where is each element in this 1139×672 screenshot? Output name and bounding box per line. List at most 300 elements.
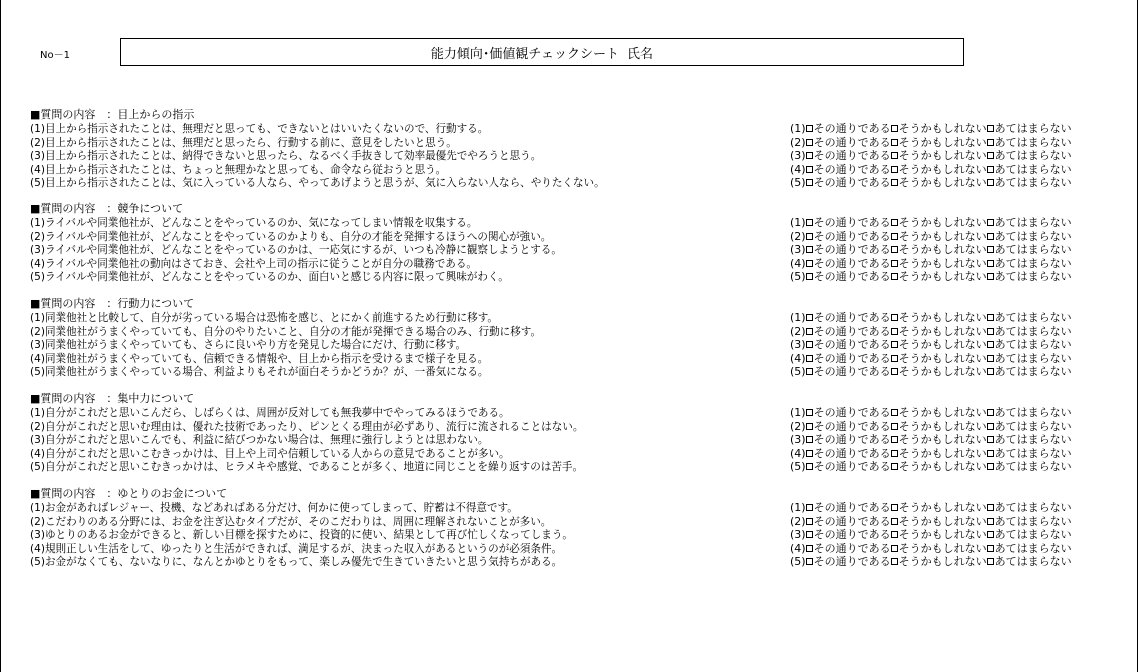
question-number: (4) <box>30 256 45 270</box>
checkbox-icon[interactable] <box>806 409 813 416</box>
question-text <box>30 460 583 474</box>
answer-option[interactable] <box>806 365 891 379</box>
answer-option[interactable] <box>806 528 891 542</box>
checkbox-icon[interactable] <box>806 260 813 267</box>
question-number: (1) <box>30 311 45 324</box>
answer-option[interactable] <box>891 325 987 339</box>
checkbox-icon[interactable] <box>891 125 898 132</box>
option-label: あてはまらない <box>994 256 1072 270</box>
question-section <box>30 202 1120 284</box>
checkbox-icon[interactable] <box>987 152 994 159</box>
answer-option[interactable] <box>806 352 891 366</box>
answer-option[interactable] <box>987 447 1072 461</box>
question-row <box>30 270 1120 284</box>
checkbox-icon[interactable] <box>987 233 994 240</box>
question-number: (5) <box>30 270 45 283</box>
checkbox-icon[interactable] <box>806 545 813 552</box>
option-label: そうかもしれない <box>898 351 987 365</box>
answer-option[interactable] <box>987 406 1072 420</box>
answer-option[interactable] <box>987 163 1072 177</box>
checkbox-icon[interactable] <box>987 179 994 186</box>
checkbox-icon[interactable] <box>806 179 813 186</box>
question-body: 自分がこれだと思いこむきっかけは、ヒラメキや感覚、であることが多く、地道に同じことを繰り返すのは苦手。 <box>44 460 584 473</box>
option-label: その通りである <box>813 433 891 446</box>
answer-option[interactable] <box>806 555 891 569</box>
checkbox-icon[interactable] <box>806 355 813 362</box>
checkbox-icon[interactable] <box>891 545 898 552</box>
option-label: あてはまらない <box>994 162 1072 176</box>
answer-option[interactable] <box>806 176 891 190</box>
checkbox-icon[interactable] <box>987 518 994 525</box>
checkbox-icon[interactable] <box>806 219 813 226</box>
answer-option[interactable] <box>987 311 1072 325</box>
checkbox-icon[interactable] <box>806 314 813 321</box>
option-label: そうかもしれない <box>898 243 987 256</box>
checkbox-icon[interactable] <box>891 518 898 525</box>
answer-option[interactable] <box>987 325 1072 339</box>
answer-number: (2) <box>790 419 806 433</box>
answer-options <box>790 542 1072 556</box>
answer-option[interactable] <box>806 149 891 163</box>
question-number: (5) <box>30 365 45 378</box>
sheet-title: 能力傾向･価値観チェックシート <box>430 46 620 62</box>
option-label: あてはまらない <box>994 243 1072 256</box>
checkbox-icon[interactable] <box>891 423 898 430</box>
checkbox-icon[interactable] <box>891 233 898 240</box>
answer-option[interactable] <box>891 163 987 177</box>
checkbox-icon[interactable] <box>987 219 994 226</box>
checkbox-icon[interactable] <box>806 368 813 375</box>
option-label: そうかもしれない <box>898 433 987 446</box>
checkbox-icon[interactable] <box>987 139 994 146</box>
answer-option[interactable] <box>987 176 1072 190</box>
checkbox-icon[interactable] <box>806 558 813 565</box>
answer-option[interactable] <box>987 122 1072 136</box>
option-label: あてはまらない <box>994 446 1072 460</box>
checkbox-icon[interactable] <box>806 139 813 146</box>
answer-option[interactable] <box>891 365 987 379</box>
answer-options <box>790 270 1072 284</box>
checkbox-icon[interactable] <box>891 273 898 280</box>
question-text <box>30 555 562 569</box>
option-label: そうかもしれない <box>898 406 987 419</box>
checkbox-icon[interactable] <box>987 314 994 321</box>
answer-option[interactable] <box>891 216 987 230</box>
answer-options <box>790 433 1072 447</box>
answer-option[interactable] <box>987 338 1072 352</box>
answer-option[interactable] <box>891 528 987 542</box>
option-label: あてはまらない <box>994 433 1072 446</box>
question-body: ライバルや同業他社が、どんなことをやっているのか、面白いと感じる内容に限って興味がわく。 <box>44 270 509 283</box>
option-label: そうかもしれない <box>898 135 987 149</box>
question-number: (3) <box>30 243 45 256</box>
answer-option[interactable] <box>806 325 891 339</box>
checkbox-icon[interactable] <box>987 341 994 348</box>
answer-option[interactable] <box>891 433 987 447</box>
checkbox-icon[interactable] <box>806 450 813 457</box>
answer-number: (4) <box>790 162 806 176</box>
answer-option[interactable] <box>891 136 987 150</box>
option-label: あてはまらない <box>994 216 1072 229</box>
checkbox-icon[interactable] <box>987 436 994 443</box>
answer-option[interactable] <box>891 257 987 271</box>
option-label: その通りである <box>813 338 891 351</box>
answer-option[interactable] <box>806 122 891 136</box>
checkbox-icon[interactable] <box>987 328 994 335</box>
option-label: その通りである <box>813 541 891 555</box>
checkbox-icon[interactable] <box>806 518 813 525</box>
answer-option[interactable] <box>891 338 987 352</box>
checkbox-icon[interactable] <box>806 328 813 335</box>
checkbox-icon[interactable] <box>987 463 994 470</box>
question-number: (2) <box>30 324 45 338</box>
option-label: そうかもしれない <box>898 514 987 528</box>
answer-options <box>790 230 1072 244</box>
checkbox-icon[interactable] <box>891 355 898 362</box>
question-text <box>30 257 477 271</box>
question-number: (3) <box>30 149 45 162</box>
question-body: 自分がこれだと思いこんでも、利益に結びつかない場合は、無理に強行しようとは思わない。 <box>44 433 489 446</box>
question-row <box>30 515 1120 529</box>
checkbox-icon[interactable] <box>806 246 813 253</box>
option-label: あてはまらない <box>994 406 1072 419</box>
answer-option[interactable] <box>891 447 987 461</box>
checkbox-icon[interactable] <box>806 125 813 132</box>
answer-options <box>790 528 1072 542</box>
answer-option[interactable] <box>987 433 1072 447</box>
checkbox-icon[interactable] <box>806 273 813 280</box>
answer-option[interactable] <box>987 216 1072 230</box>
question-row <box>30 149 1120 163</box>
answer-option[interactable] <box>806 270 891 284</box>
answer-options <box>790 243 1072 257</box>
question-text <box>30 163 446 177</box>
answer-option[interactable] <box>806 338 891 352</box>
option-label: そうかもしれない <box>898 176 987 189</box>
answer-option[interactable] <box>987 365 1072 379</box>
answer-option[interactable] <box>806 136 891 150</box>
checkbox-icon[interactable] <box>891 328 898 335</box>
answer-option[interactable] <box>987 542 1072 556</box>
question-text <box>30 433 488 447</box>
option-label: そうかもしれない <box>898 446 987 460</box>
question-row <box>30 176 1120 190</box>
answer-number: (5) <box>790 270 806 283</box>
checkbox-icon[interactable] <box>987 125 994 132</box>
question-text <box>30 311 498 325</box>
question-body: お金があればレジャー、投機、などあればある分だけ、何かに使ってしまって、貯蓄は不得意です。 <box>44 501 518 514</box>
answer-number: (3) <box>790 338 806 351</box>
question-body: ライバルや同業他社が、どんなことをやっているのかは、一応気にするが、いつも冷静に観察しようとする。 <box>44 243 562 256</box>
question-row <box>30 216 1120 230</box>
question-number: (5) <box>30 176 45 189</box>
checkbox-icon[interactable] <box>891 179 898 186</box>
option-label: あてはまらない <box>994 135 1072 149</box>
question-number: (1) <box>30 501 45 514</box>
checkbox-icon[interactable] <box>987 409 994 416</box>
question-text <box>30 447 510 461</box>
option-label: あてはまらない <box>994 324 1072 338</box>
answer-option[interactable] <box>987 136 1072 150</box>
answer-option[interactable] <box>891 122 987 136</box>
question-text <box>30 406 510 420</box>
option-label: そうかもしれない <box>898 460 987 473</box>
checkbox-icon[interactable] <box>987 355 994 362</box>
answer-option[interactable] <box>987 257 1072 271</box>
question-row <box>30 460 1120 474</box>
checkbox-icon[interactable] <box>891 166 898 173</box>
checkbox-icon[interactable] <box>806 341 813 348</box>
answer-option[interactable] <box>891 406 987 420</box>
answer-option[interactable] <box>987 501 1072 515</box>
answer-option[interactable] <box>891 420 987 434</box>
question-row <box>30 122 1120 136</box>
answer-option[interactable] <box>891 352 987 366</box>
option-label: その通りである <box>813 324 891 338</box>
answer-option[interactable] <box>891 243 987 257</box>
checkbox-icon[interactable] <box>987 450 994 457</box>
answer-option[interactable] <box>806 406 891 420</box>
answer-option[interactable] <box>987 460 1072 474</box>
question-number: (4) <box>30 446 45 460</box>
question-text <box>30 230 551 244</box>
answer-option[interactable] <box>987 270 1072 284</box>
answer-number: (1) <box>790 122 806 135</box>
question-text <box>30 352 488 366</box>
answer-number: (2) <box>790 229 806 243</box>
checkbox-icon[interactable] <box>806 166 813 173</box>
answer-options <box>790 338 1072 352</box>
question-number: (2) <box>30 419 45 433</box>
question-text <box>30 528 573 542</box>
answer-options <box>790 420 1072 434</box>
question-number: (5) <box>30 460 45 473</box>
answer-option[interactable] <box>806 230 891 244</box>
checkbox-icon[interactable] <box>891 152 898 159</box>
option-label: その通りである <box>813 555 891 568</box>
question-body: 目上から指示されたことは、無理だと思っても、できないとはいいたくないので、行動する。 <box>44 122 489 135</box>
checkbox-icon[interactable] <box>891 246 898 253</box>
question-row <box>30 365 1120 379</box>
checkbox-icon[interactable] <box>806 233 813 240</box>
answer-option[interactable] <box>987 149 1072 163</box>
option-label: その通りである <box>813 406 891 419</box>
answer-option[interactable] <box>806 501 891 515</box>
question-body: 同業他社がうまくやっていても、信頼できる情報や、目上から指示を受けるまで様子を見る。 <box>44 351 489 365</box>
checkbox-icon[interactable] <box>987 558 994 565</box>
checkbox-icon[interactable] <box>891 531 898 538</box>
answer-option[interactable] <box>806 311 891 325</box>
answer-number: (1) <box>790 501 806 514</box>
checkbox-icon[interactable] <box>806 531 813 538</box>
page-border-right <box>1137 0 1138 672</box>
question-section <box>30 487 1120 569</box>
question-row <box>30 501 1120 515</box>
checkbox-icon[interactable] <box>891 450 898 457</box>
answer-option[interactable] <box>891 542 987 556</box>
answer-option[interactable] <box>806 257 891 271</box>
answer-option[interactable] <box>987 243 1072 257</box>
answer-option[interactable] <box>891 555 987 569</box>
name-label: 氏名 <box>627 46 654 62</box>
question-number: (3) <box>30 433 45 446</box>
option-label: その通りである <box>813 460 891 473</box>
question-row <box>30 230 1120 244</box>
question-row <box>30 447 1120 461</box>
answer-option[interactable] <box>806 420 891 434</box>
answer-option[interactable] <box>891 515 987 529</box>
option-label: そうかもしれない <box>898 528 987 541</box>
question-row <box>30 257 1120 271</box>
option-label: あてはまらない <box>994 528 1072 541</box>
answer-options <box>790 325 1072 339</box>
question-text <box>30 216 477 230</box>
question-text <box>30 243 562 257</box>
answer-option[interactable] <box>987 352 1072 366</box>
answer-option[interactable] <box>806 163 891 177</box>
checkbox-icon[interactable] <box>891 341 898 348</box>
option-label: そうかもしれない <box>898 311 987 324</box>
option-label: あてはまらない <box>994 351 1072 365</box>
question-row <box>30 555 1120 569</box>
question-body: お金がなくても、ないなりに、なんとかゆとりをもって、楽しみ優先で生きていきたいと思う気持ちがある。 <box>44 555 563 568</box>
question-number: (3) <box>30 528 45 541</box>
question-row <box>30 136 1120 150</box>
section-heading: ■質問の内容 ：競争について <box>30 202 184 215</box>
question-text <box>30 501 518 515</box>
option-label: その通りである <box>813 419 891 433</box>
option-label: その通りである <box>813 501 891 514</box>
option-label: あてはまらない <box>994 419 1072 433</box>
question-body: 目上から指示されたことは、ちょっと無理かなと思っても、命令なら従おうと思う。 <box>44 162 447 176</box>
option-label: その通りである <box>813 135 891 149</box>
checkbox-icon[interactable] <box>987 260 994 267</box>
question-text <box>30 365 488 379</box>
option-label: その通りである <box>813 446 891 460</box>
checkbox-icon[interactable] <box>987 504 994 511</box>
checkbox-icon[interactable] <box>987 368 994 375</box>
option-label: その通りである <box>813 176 891 189</box>
answer-option[interactable] <box>806 542 891 556</box>
answer-option[interactable] <box>891 311 987 325</box>
checkbox-icon[interactable] <box>987 246 994 253</box>
answer-option[interactable] <box>891 230 987 244</box>
answer-option[interactable] <box>806 243 891 257</box>
question-body: こだわりのある分野には、お金を注ぎ込むタイプだが、そのこだわりは、周囲に理解されないことが多い。 <box>44 514 552 528</box>
option-label: その通りである <box>813 256 891 270</box>
answer-option[interactable] <box>987 420 1072 434</box>
checkbox-icon[interactable] <box>806 423 813 430</box>
answer-number: (3) <box>790 433 806 446</box>
checkbox-icon[interactable] <box>806 436 813 443</box>
option-label: あてはまらない <box>994 149 1072 162</box>
answer-option[interactable] <box>987 230 1072 244</box>
checkbox-icon[interactable] <box>891 139 898 146</box>
answer-options <box>790 216 1072 230</box>
answer-options <box>790 406 1072 420</box>
section-heading: ■質問の内容 ：ゆとりのお金について <box>30 487 228 500</box>
question-section <box>30 392 1120 474</box>
question-number: (4) <box>30 162 45 176</box>
question-number: (1) <box>30 122 45 135</box>
option-label: その通りである <box>813 149 891 162</box>
checkbox-icon[interactable] <box>987 531 994 538</box>
question-number: (5) <box>30 555 45 568</box>
checkbox-icon[interactable] <box>891 314 898 321</box>
answer-option[interactable] <box>891 270 987 284</box>
checkbox-icon[interactable] <box>891 219 898 226</box>
answer-options <box>790 122 1072 136</box>
option-label: そうかもしれない <box>898 324 987 338</box>
option-label: あてはまらない <box>994 338 1072 351</box>
checkbox-icon[interactable] <box>891 558 898 565</box>
question-body: ライバルや同業他社が、どんなことをやっているのか、気になってしまい情報を収集する。 <box>44 216 478 229</box>
checkbox-icon[interactable] <box>987 273 994 280</box>
option-label: そうかもしれない <box>898 365 987 378</box>
answer-option[interactable] <box>891 149 987 163</box>
checkbox-icon[interactable] <box>987 166 994 173</box>
checkbox-icon[interactable] <box>806 504 813 511</box>
checkbox-icon[interactable] <box>891 368 898 375</box>
option-label: そうかもしれない <box>898 419 987 433</box>
answer-number: (4) <box>790 256 806 270</box>
question-row <box>30 420 1120 434</box>
question-text <box>30 325 541 339</box>
answer-number: (2) <box>790 324 806 338</box>
answer-option[interactable] <box>891 460 987 474</box>
answer-options <box>790 515 1072 529</box>
question-body: 目上から指示されたことは、無理だと思ったら、行動する前に、意見をしたいと思う。 <box>44 135 457 149</box>
option-label: その通りである <box>813 270 891 283</box>
option-label: そうかもしれない <box>898 338 987 351</box>
checkbox-icon[interactable] <box>987 423 994 430</box>
checkbox-icon[interactable] <box>891 436 898 443</box>
checkbox-icon[interactable] <box>891 504 898 511</box>
question-row <box>30 542 1120 556</box>
answer-option[interactable] <box>806 515 891 529</box>
question-number: (2) <box>30 135 45 149</box>
checkbox-icon[interactable] <box>891 463 898 470</box>
answer-option[interactable] <box>806 433 891 447</box>
answer-option[interactable] <box>987 515 1072 529</box>
option-label: あてはまらない <box>994 514 1072 528</box>
checkbox-icon[interactable] <box>987 545 994 552</box>
option-label: そうかもしれない <box>898 162 987 176</box>
question-number: (4) <box>30 541 45 555</box>
answer-number: (5) <box>790 460 806 473</box>
option-label: その通りである <box>813 243 891 256</box>
question-row <box>30 352 1120 366</box>
answer-option[interactable] <box>891 501 987 515</box>
question-number: (2) <box>30 229 45 243</box>
answer-option[interactable] <box>987 555 1072 569</box>
option-label: そうかもしれない <box>898 122 987 135</box>
option-label: あてはまらない <box>994 365 1072 378</box>
question-row <box>30 433 1120 447</box>
answer-option[interactable] <box>806 460 891 474</box>
answer-option[interactable] <box>987 528 1072 542</box>
checkbox-icon[interactable] <box>891 260 898 267</box>
question-text <box>30 515 551 529</box>
question-text <box>30 136 457 150</box>
answer-option[interactable] <box>891 176 987 190</box>
option-label: その通りである <box>813 162 891 176</box>
answer-option[interactable] <box>806 447 891 461</box>
checkbox-icon[interactable] <box>806 463 813 470</box>
answer-option[interactable] <box>806 216 891 230</box>
checkbox-icon[interactable] <box>891 409 898 416</box>
checkbox-icon[interactable] <box>806 152 813 159</box>
